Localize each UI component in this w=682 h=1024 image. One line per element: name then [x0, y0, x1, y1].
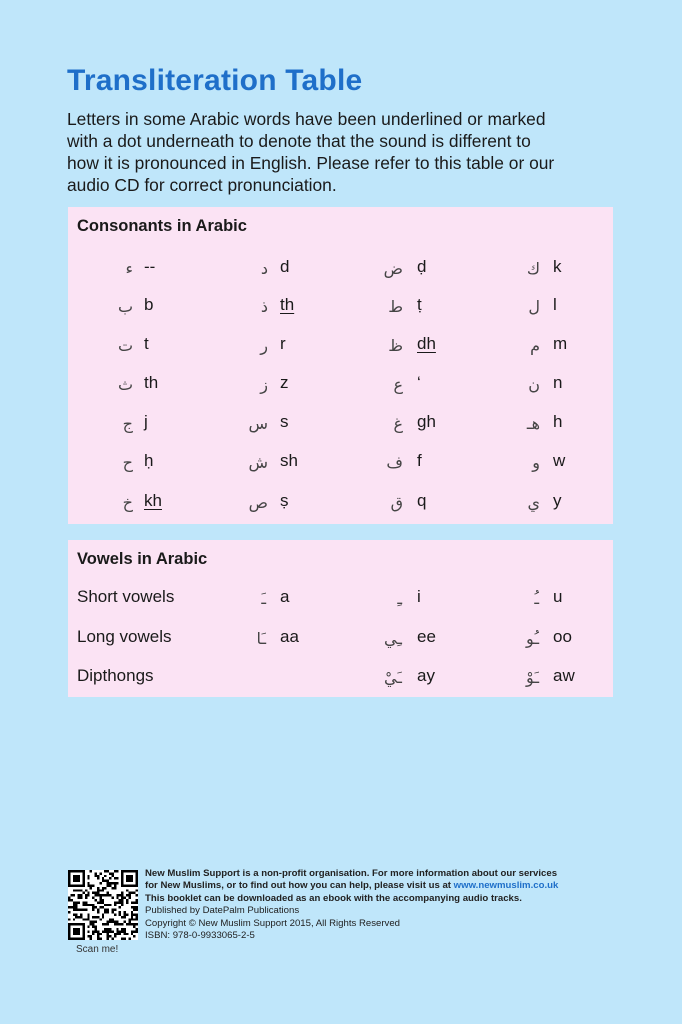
transliteration: d: [280, 257, 290, 276]
transliteration: w: [553, 451, 566, 470]
arabic-vowel: ـُو: [526, 629, 539, 648]
footer-line: [145, 880, 625, 892]
scan-label: Scan me!: [76, 944, 119, 955]
intro-line: Letters in some Arabic words have been underlined or marked: [67, 109, 546, 129]
arabic-vowel: ـُ: [534, 589, 539, 608]
transliteration: m: [553, 334, 568, 353]
arabic-vowel: ـَا: [256, 629, 266, 648]
arabic-letter: م: [530, 336, 540, 355]
arabic-vowel: ـَوْ: [526, 668, 539, 687]
intro-line: audio CD for correct pronunciation.: [67, 175, 337, 195]
arabic-letter: ج: [122, 414, 133, 433]
arabic-letter: د: [260, 259, 268, 278]
arabic-letter: ث: [117, 375, 133, 394]
transliteration: y: [553, 491, 562, 510]
vowel-transliteration: i: [417, 587, 421, 606]
transliteration: dh: [417, 334, 436, 353]
vowel-transliteration: ay: [417, 666, 435, 685]
vowels-heading: Vowels in Arabic: [77, 550, 208, 568]
transliteration: --: [144, 257, 156, 276]
transliteration: q: [417, 491, 427, 510]
footer-line: This booklet can be downloaded as an ebook with the accompanying audio tracks.: [145, 892, 522, 904]
vowel-transliteration: aa: [280, 627, 299, 646]
footer-line-prefix: for New Muslims, or to find out how you can help, please visit us at: [145, 880, 454, 892]
consonants-panel: [68, 207, 613, 524]
transliteration: z: [280, 373, 289, 392]
arabic-letter: ل: [528, 297, 540, 316]
footer-text: [145, 868, 625, 942]
transliteration: l: [553, 295, 557, 314]
qr-code-icon[interactable]: [68, 870, 138, 940]
page-title: Transliteration Table: [67, 64, 363, 97]
arabic-letter: غ: [393, 414, 403, 433]
intro-paragraph: [67, 108, 627, 196]
arabic-letter: ذ: [260, 297, 268, 316]
transliteration: f: [417, 451, 422, 470]
arabic-letter: ء: [125, 259, 133, 278]
vowel-transliteration: ee: [417, 627, 436, 646]
copyright-line: Copyright © New Muslim Support 2015, All Rights Reserved: [145, 917, 401, 929]
vowel-row-label: Short vowels: [77, 587, 175, 606]
transliteration: ḥ: [144, 451, 154, 470]
website-link[interactable]: www.newmuslim.co.uk: [453, 880, 559, 892]
arabic-vowel: ـِي: [383, 629, 402, 648]
transliteration: n: [553, 373, 563, 392]
arabic-letter: هـ: [526, 414, 540, 433]
vowel-row-label: Long vowels: [77, 627, 172, 646]
arabic-letter: ك: [526, 259, 540, 278]
transliteration: th: [144, 373, 159, 392]
vowel-row-label: Dipthongs: [77, 666, 154, 685]
transliteration: s: [280, 412, 289, 431]
transliteration: j: [144, 412, 148, 431]
vowel-transliteration: a: [280, 587, 290, 606]
arabic-letter: ي: [527, 493, 540, 512]
transliteration: r: [280, 334, 286, 353]
isbn-line: ISBN: 978-0-9933065-2-5: [145, 930, 255, 942]
arabic-letter: ط: [388, 297, 403, 316]
transliteration: gh: [417, 412, 436, 431]
transliteration: sh: [280, 451, 298, 470]
transliteration: ḍ: [417, 257, 427, 276]
transliteration: t: [144, 334, 149, 353]
transliteration: h: [553, 412, 563, 431]
arabic-vowel: ـِ: [397, 589, 402, 608]
arabic-letter: و: [532, 453, 540, 472]
consonants-heading: Consonants in Arabic: [77, 217, 247, 235]
arabic-letter: ن: [528, 375, 540, 394]
arabic-letter: ب: [117, 297, 133, 316]
arabic-letter: خ: [122, 493, 133, 512]
transliteration: kh: [144, 491, 162, 510]
arabic-letter: ش: [248, 453, 268, 472]
arabic-vowel: ـَيْ: [383, 668, 402, 687]
publisher-line: Published by DatePalm Publications: [145, 905, 300, 917]
transliteration: ṣ: [280, 491, 289, 510]
transliteration: ṭ: [417, 295, 422, 314]
arabic-letter: ظ: [388, 336, 403, 355]
transliteration: b: [144, 295, 154, 314]
vowel-transliteration: oo: [553, 627, 572, 646]
arabic-letter: ع: [393, 375, 403, 394]
arabic-letter: س: [248, 414, 268, 433]
vowels-panel: [68, 540, 613, 697]
arabic-letter: ح: [122, 453, 133, 472]
vowel-transliteration: aw: [553, 666, 575, 685]
arabic-letter: ز: [260, 375, 268, 394]
arabic-letter: ت: [117, 336, 133, 355]
transliteration: k: [553, 257, 562, 276]
vowel-transliteration: u: [553, 587, 563, 606]
intro-line: with a dot underneath to denote that the sound is different to: [67, 131, 531, 151]
intro-line: how it is pronounced in English. Please refer to this table or our: [67, 153, 555, 173]
arabic-letter: ف: [386, 453, 403, 472]
arabic-letter: ق: [390, 493, 403, 512]
footer-line: New Muslim Support is a non-profit organisation. For more information about our services: [145, 868, 558, 879]
arabic-vowel: ـَ: [261, 589, 266, 608]
arabic-letter: ص: [248, 493, 268, 512]
transliteration: ‘: [417, 373, 421, 392]
arabic-letter: ر: [260, 336, 268, 355]
transliteration: th: [280, 295, 295, 314]
arabic-letter: ض: [383, 259, 403, 278]
